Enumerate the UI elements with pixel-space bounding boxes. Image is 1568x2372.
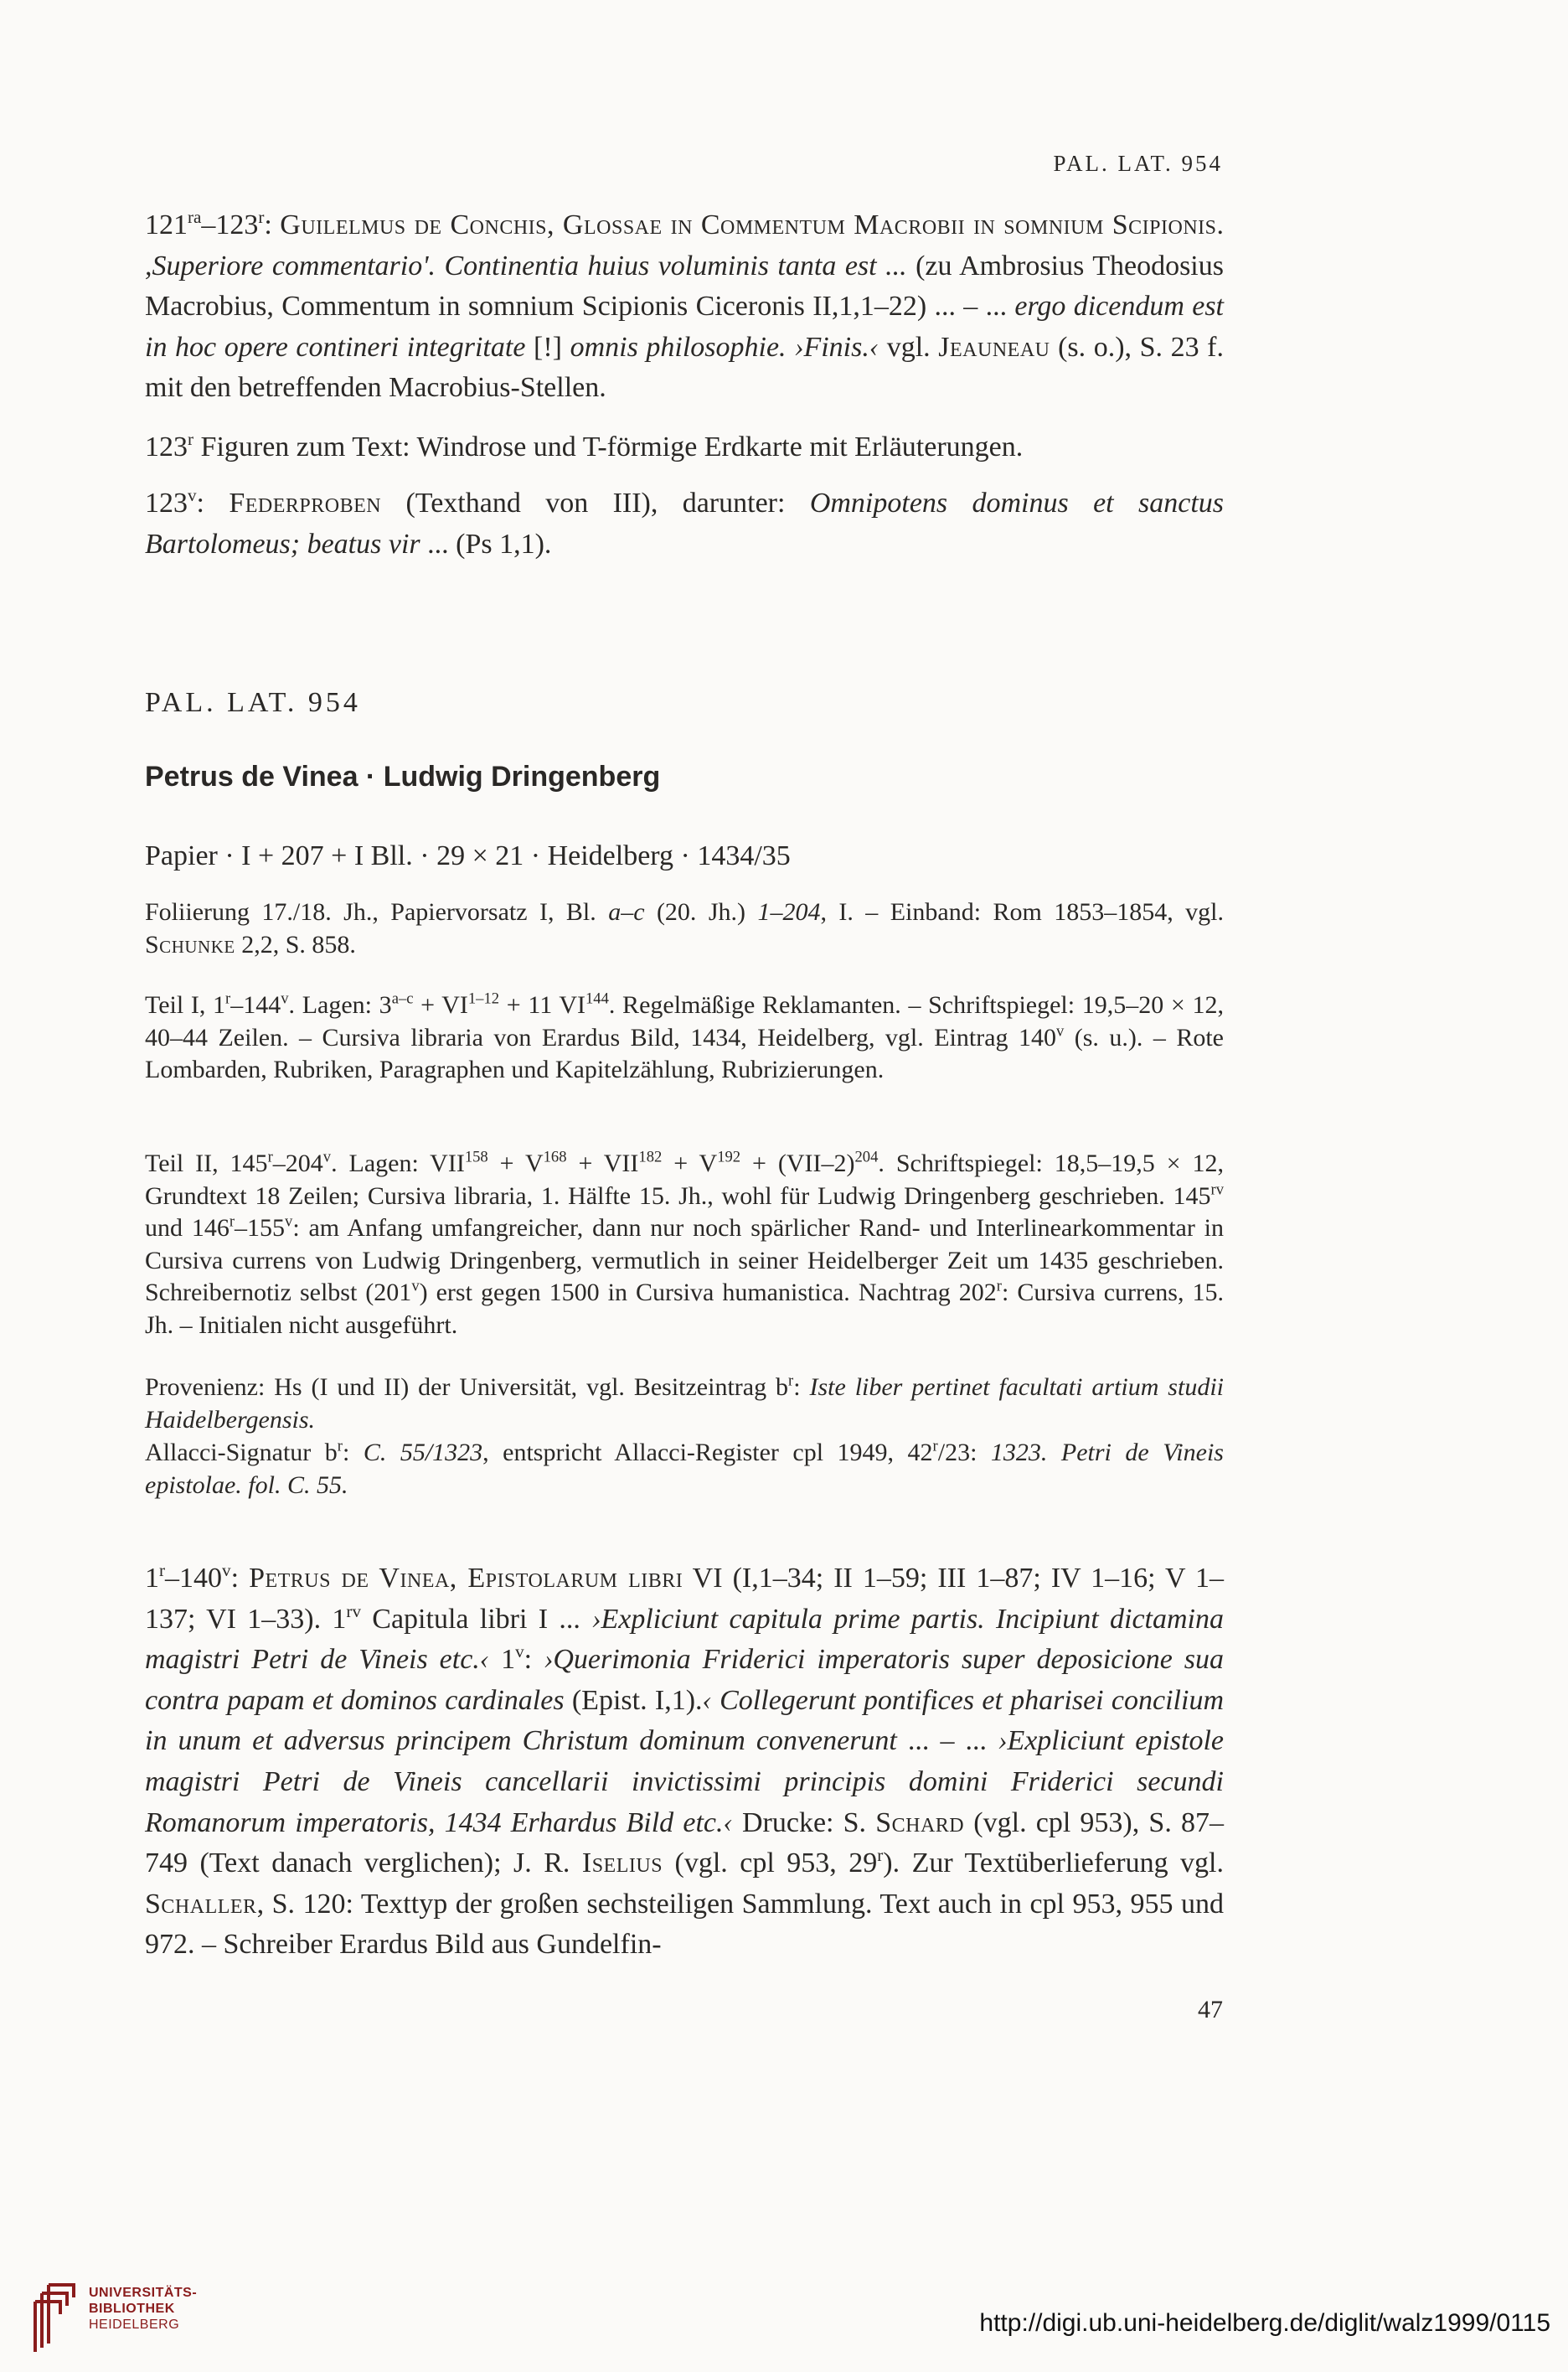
incipit: ,Superiore commentario'. Continentia huius voluminis tanta est ... — [145, 250, 907, 282]
page-number: 47 — [1198, 1996, 1223, 2023]
foliation-paragraph: Foliierung 17./18. Jh., Papiervorsatz I, Bl. a–c (20. Jh.) 1–204, I. – Einband: Rom 1853–1854, vgl. Schunke 2,2, S. 858. — [145, 898, 1224, 959]
prev-entry-p1: $121^{ra}-123^r$: Guilelmus de Conchis, Glossae in Commentum Macrobii in somnium Scipionis. ,Superiore commentario'. Continentia huius voluminis tanta est ... (zu Ambrosius Theodosius Macrobius, Commentum in somnium Scipionis Ciceronis II,1,1–22) ... – ... ergo dicendum est in hoc opere contineri integritate [!] omnis philosophie. ›Finis.‹ vgl. Jeauneau (s. o.), S. 23 f. mit den betreffenden Macrobius-Stellen. — [145, 206, 1224, 404]
provenance-paragraph: Provenienz: Hs (I und II) der Universität, vgl. Besitzeintrag $b^r$: Iste liber pertinet facultati artium studii Haidelbergensis. — [145, 1372, 1224, 1434]
entry-signature: PAL. LAT. 954 — [145, 687, 361, 718]
teil-1-paragraph: Teil I, 1$^r$–144$^v$. Lagen: $3^{a-c} + VI^{1-12} + 11$ VI$^{144}$. Regelmäßige Reklamanten. – Schriftspiegel: 19,5–20 × 12, 40–44 Zeilen. – Cursiva libraria von Erardus Bild, 1434, Heidelberg, vgl. Eintrag 140$^v$ (s. u.). – Rote Lombarden, Rubriken, Paragraphen und Kapitelzählung, Rubrizierungen. — [145, 990, 1224, 1083]
work-title: Guilelmus de Conchis, Glossae in Commentum Macrobii in somnium Scipionis — [280, 209, 1217, 240]
allacci-paragraph: Allacci-Signatur $b^r$: C. 55/1323, entspricht Allacci-Register cpl 1949, 42$^r$/23: 1323. Petri de Vineis epistolae. fol. C. 55. — [145, 1437, 1224, 1499]
explicit: ergo dicendum est in hoc opere contineri integritate — [145, 291, 1224, 363]
contents-paragraph: 1$^r$–140$^v$: Petrus de Vinea, Epistolarum libri VI (I,1–34; II 1–59; III 1–87; IV 1–16; V 1–137; VI 1–33). $1^{rv}$ Capitula libri I ... ›Expliciunt capitula prime partis. Incipiunt dictamina magistri Petri de Vineis etc.‹ 1$^v$: ›Querimonia Friderici imperatoris super deposicione sua contra papam et dominos cardinales (Epist. I,1).‹ Collegerunt pontifices et pharisei concilium in unum et adversus principem Christum dominum convenerunt ... – ... ›Expliciunt epistole magistri Petri de Vineis cancellarii invictissimi principis domini Friderici secundi Romanorum imperatoris, 1434 Erhardus Bild etc.‹ Drucke: S. Schard (vgl. cpl 953), S. 87–749 (Text danach verglichen); J. R. Iselius (vgl. cpl 953, 29$^r$). Zur Textüberlieferung vgl. Schaller, S. 120: Texttyp der großen sechsteiligen Sammlung. Text auch in cpl 953, 955 und 972. – Schreiber Erardus Bild aus Gundelfin- — [145, 1559, 1225, 1961]
source-url-link[interactable]: http://digi.ub.uni-heidelberg.de/diglit/walz1999/0115 — [979, 2309, 1550, 2337]
teil-2-paragraph: Teil II, 145$^r$–204$^v$. Lagen: $VII^{158} + V^{168} + VII^{182} + V^{192} + (VII-2)^{204}$. Schriftspiegel: 18,5–19,5 × 12, Grundtext 18 Zeilen; Cursiva libraria, 1. Hälfte 15. Jh., wohl für Ludwig Dringenberg geschrieben. $145^{rv}$ und 146$^r$–155$^v$: am Anfang umfangreicher, dann nur noch spärlicher Rand- und Interlinearkommentar in Cursiva currens von Ludwig Dringenberg, vermutlich in seiner Heidelberger Zeit um 1435 geschrieben. Schreibernotiz selbst (201$^v$) erst gegen 1500 in Cursiva humanistica. Nachtrag 202$^r$: Cursiva currens, 15. Jh. – Initialen nicht ausgeführt. — [145, 1148, 1225, 1339]
entry-title: Petrus de Vinea · Ludwig Dringenberg — [145, 761, 661, 793]
prev-entry-p3: 123$^v$: Federproben (Texthand von III), darunter: Omnipotens dominus et sanctus Bartolomeus; beatus vir ... (Ps 1,1). — [145, 484, 1224, 560]
prev-entry-p2: 123$^r$ Figuren zum Text: Windrose und T-förmige Erdkarte mit Erläuterungen. — [145, 428, 1024, 463]
running-title: PAL. LAT. 954 — [1053, 151, 1223, 176]
entry-meta: Papier · I + 207 + I Bll. · 29 × 21 · Heidelberg · 1434/35 — [145, 840, 791, 871]
library-logo-text: UNIVERSITÄTS- BIBLIOTHEK HEIDELBERG — [89, 2286, 198, 2332]
